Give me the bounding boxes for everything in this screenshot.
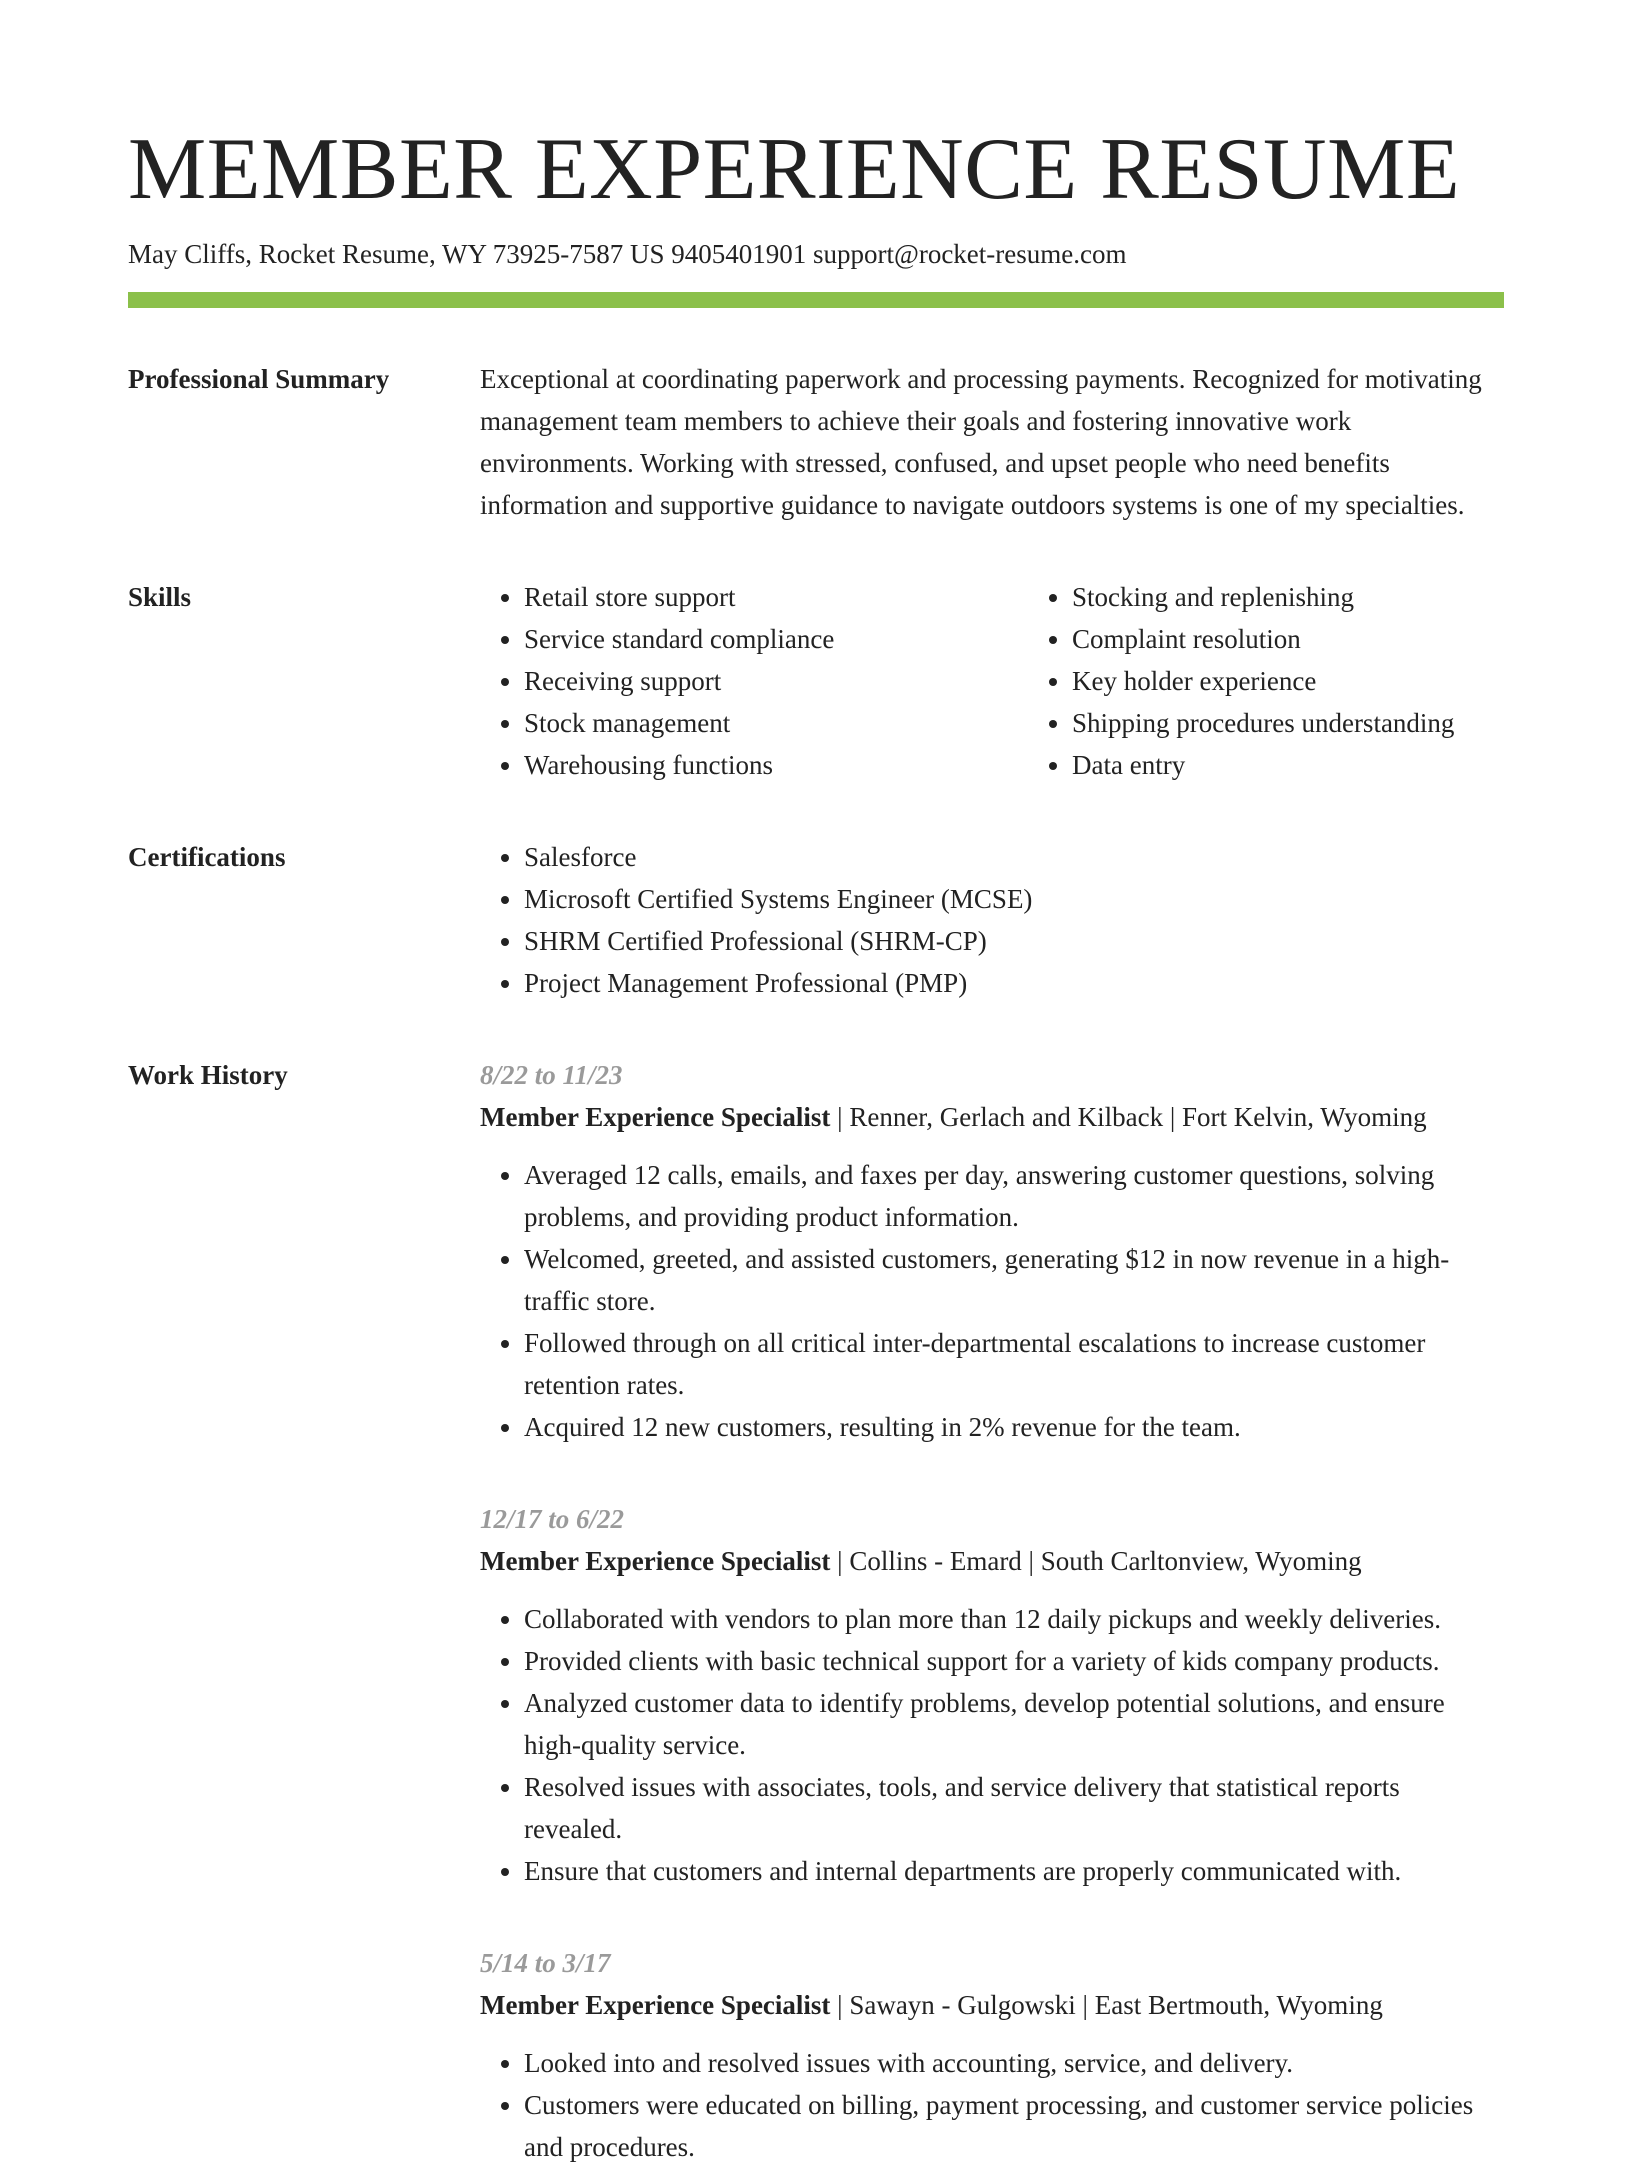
job-entry bbox=[480, 1054, 1504, 1448]
job-entry bbox=[480, 1498, 1504, 1892]
job-title: Member Experience Specialist bbox=[480, 1990, 831, 2020]
list-item: • Retail store support bbox=[524, 576, 1028, 618]
list-item: • Stocking and replenishing bbox=[1072, 576, 1454, 618]
work-history-section bbox=[128, 1054, 1504, 2168]
professional-summary-section bbox=[128, 358, 1504, 526]
list-item: • Followed through on all critical inter-departmental escalations to increase customer retention rates. bbox=[524, 1322, 1504, 1406]
certifications-list bbox=[480, 836, 1504, 1004]
list-item: • Customers were educated on billing, payment processing, and customer service policies and procedures. bbox=[524, 2084, 1504, 2168]
job-title: Member Experience Specialist bbox=[480, 1102, 831, 1132]
list-item: • Analyzed customer data to identify problems, develop potential solutions, and ensure high-quality service. bbox=[524, 1682, 1504, 1766]
section-body bbox=[480, 358, 1504, 526]
skills-section bbox=[128, 576, 1504, 786]
job-details: | Sawayn - Gulgowski | East Bertmouth, Wyoming bbox=[830, 1990, 1383, 2020]
list-item: • Complaint resolution bbox=[1072, 618, 1454, 660]
list-item: • Key holder experience bbox=[1072, 660, 1454, 702]
resume-title: MEMBER EXPERIENCE RESUME bbox=[128, 121, 1461, 218]
section-label: Certifications bbox=[128, 842, 286, 872]
job-title: Member Experience Specialist bbox=[480, 1546, 831, 1576]
list-item: • Shipping procedures understanding bbox=[1072, 702, 1454, 744]
job-header bbox=[480, 1096, 1504, 1138]
list-item: • Stock management bbox=[524, 702, 1028, 744]
list-item: • Project Management Professional (PMP) bbox=[524, 962, 1504, 1004]
list-item: • Receiving support bbox=[524, 660, 1028, 702]
job-dates: 8/22 to 11/23 bbox=[480, 1060, 623, 1090]
section-label: Professional Summary bbox=[128, 364, 390, 394]
section-body bbox=[480, 836, 1504, 1004]
list-item: • SHRM Certified Professional (SHRM-CP) bbox=[524, 920, 1504, 962]
list-item: • Warehousing functions bbox=[524, 744, 1028, 786]
summary-text: Exceptional at coordinating paperwork and processing payments. Recognized for motivating management team members to achieve their goals and fostering innovative work environments. Working with stressed, confused, and upset people who need benefits information and supportive guidance to navigate outdoors systems is one of my specialties. bbox=[480, 364, 1482, 520]
certifications-section bbox=[128, 836, 1504, 1004]
list-item: • Salesforce bbox=[524, 836, 1504, 878]
list-item: • Service standard compliance bbox=[524, 618, 1028, 660]
section-label: Work History bbox=[128, 1060, 288, 1090]
list-item: • Data entry bbox=[1072, 744, 1454, 786]
accent-divider bbox=[128, 292, 1504, 308]
job-details: | Collins - Emard | South Carltonview, Wyoming bbox=[830, 1546, 1362, 1576]
job-bullets bbox=[480, 2042, 1504, 2168]
job-bullets bbox=[480, 1154, 1504, 1448]
job-bullets bbox=[480, 1598, 1504, 1892]
list-item: • Acquired 12 new customers, resulting in 2% revenue for the team. bbox=[524, 1406, 1504, 1448]
job-dates: 5/14 to 3/17 bbox=[480, 1948, 611, 1978]
job-header bbox=[480, 1540, 1504, 1582]
list-item: • Collaborated with vendors to plan more than 12 daily pickups and weekly deliveries. bbox=[524, 1598, 1504, 1640]
job-header bbox=[480, 1984, 1504, 2026]
list-item: • Welcomed, greeted, and assisted customers, generating $12 in now revenue in a high-traffic store. bbox=[524, 1238, 1504, 1322]
section-label: Skills bbox=[128, 582, 192, 612]
skills-list-right bbox=[1028, 576, 1454, 786]
job-details: | Renner, Gerlach and Kilback | Fort Kelvin, Wyoming bbox=[830, 1102, 1427, 1132]
list-item: • Looked into and resolved issues with accounting, service, and delivery. bbox=[524, 2042, 1504, 2084]
jobs-container bbox=[480, 1054, 1504, 2168]
skills-grid bbox=[480, 576, 1504, 786]
list-item: • Ensure that customers and internal departments are properly communicated with. bbox=[524, 1850, 1504, 1892]
list-item: • Provided clients with basic technical support for a variety of kids company products. bbox=[524, 1640, 1504, 1682]
list-item: • Resolved issues with associates, tools, and service delivery that statistical reports revealed. bbox=[524, 1766, 1504, 1850]
job-dates: 12/17 to 6/22 bbox=[480, 1504, 625, 1534]
job-entry bbox=[480, 1942, 1504, 2168]
list-item: • Microsoft Certified Systems Engineer (MCSE) bbox=[524, 878, 1504, 920]
list-item: • Averaged 12 calls, emails, and faxes per day, answering customer questions, solving problems, and providing product information. bbox=[524, 1154, 1504, 1238]
skills-list-left bbox=[480, 576, 1028, 786]
contact-line: May Cliffs, Rocket Resume, WY 73925-7587 US 9405401901 support@rocket-resume.com bbox=[128, 239, 1127, 269]
